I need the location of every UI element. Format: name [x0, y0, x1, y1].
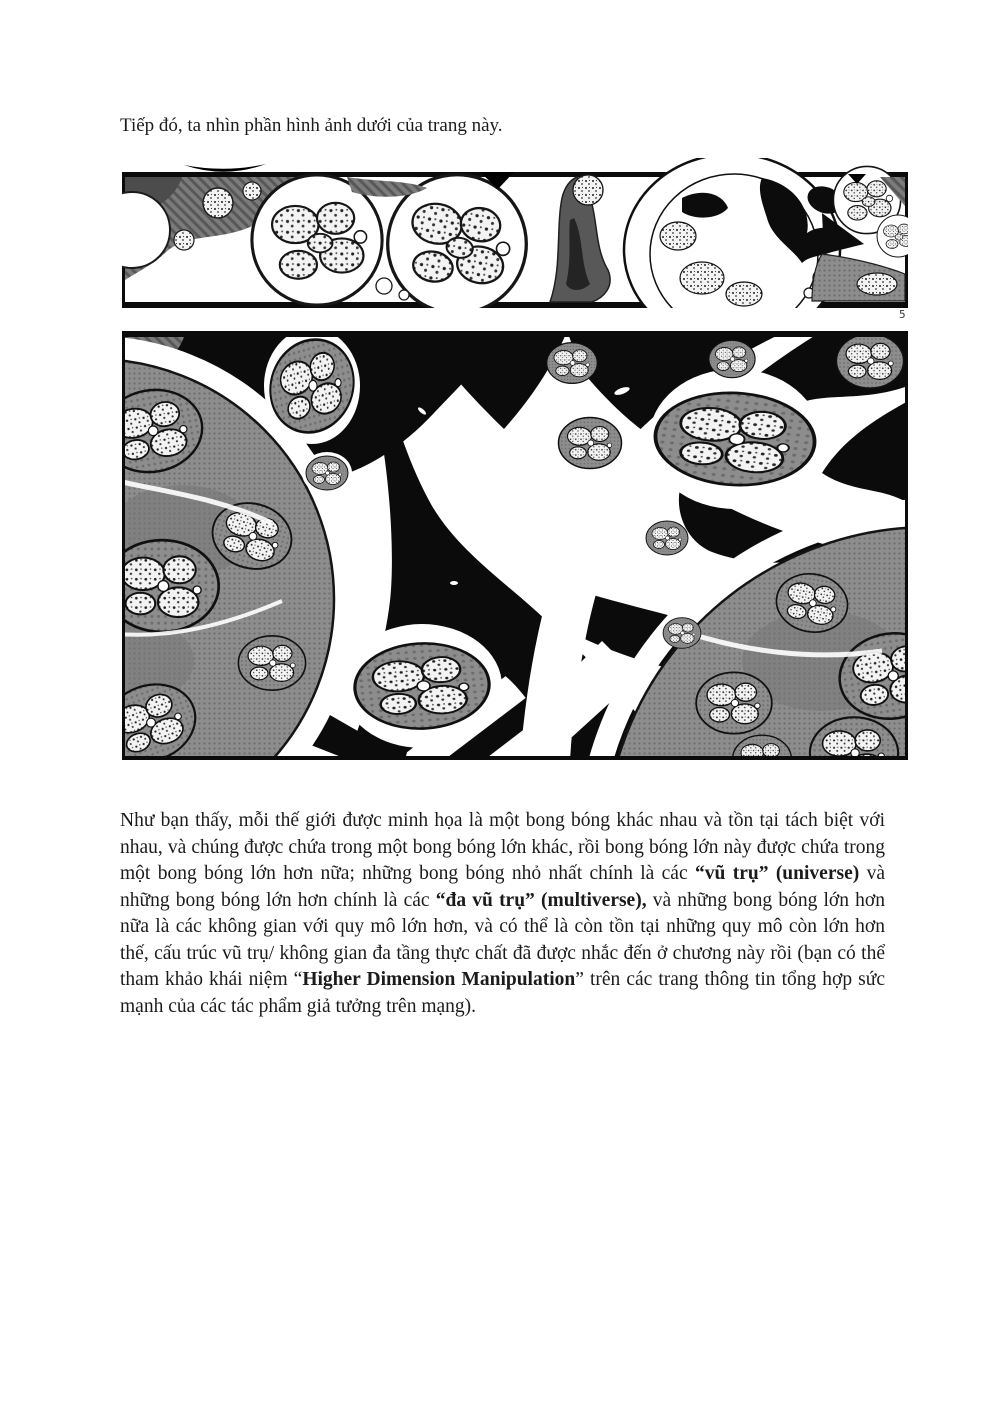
page-number-mark: 5	[899, 308, 906, 321]
bold-term-universe: “vũ trụ” (universe)	[694, 863, 860, 884]
bold-term-multiverse: “đa vũ trụ” (multiverse),	[435, 889, 647, 911]
intro-text: Tiếp đó, ta nhìn phần hình ảnh dưới của trang này.	[120, 115, 503, 136]
text-segment: Như bạn thấy, mỗi thế giới được minh họa là một bong bóng khác nhau và tồn tại tách biệt với nhau, và chúng được chứa trong một bong bóng lớn khác, rồi bong bóng lớn này được chứa trong một bong bóng lớn hơn nữa; những bong bóng nhỏ nhất chính là các	[120, 810, 885, 884]
manga-main-image	[122, 331, 908, 760]
body-paragraph	[120, 808, 885, 1020]
manga-strip-image	[122, 158, 908, 308]
crescent-arc	[184, 164, 266, 172]
strip-panel-art	[122, 158, 908, 308]
main-panel-art	[122, 331, 908, 760]
text-segment: và những bong bóng lớn hơn nữa là các không gian với quy mô lớn hơn, và có thể là còn tồn tại những quy mô còn lớn hơn thế, cấu trúc vũ trụ/ không gian đa tầng thực chất đã được nhắc đến ở chương này rồi (bạn có thể tham khảo khái niệm “	[120, 889, 885, 990]
bold-term-higher-dimension: Higher Dimension Manipulation	[302, 969, 576, 990]
text-segment: và những bong bóng lớn hơn chính là các	[120, 863, 885, 911]
text-segment: ” trên các trang thông tin tổng hợp sức mạnh của các tác phẩm giả tưởng trên mạng).	[120, 969, 885, 1017]
